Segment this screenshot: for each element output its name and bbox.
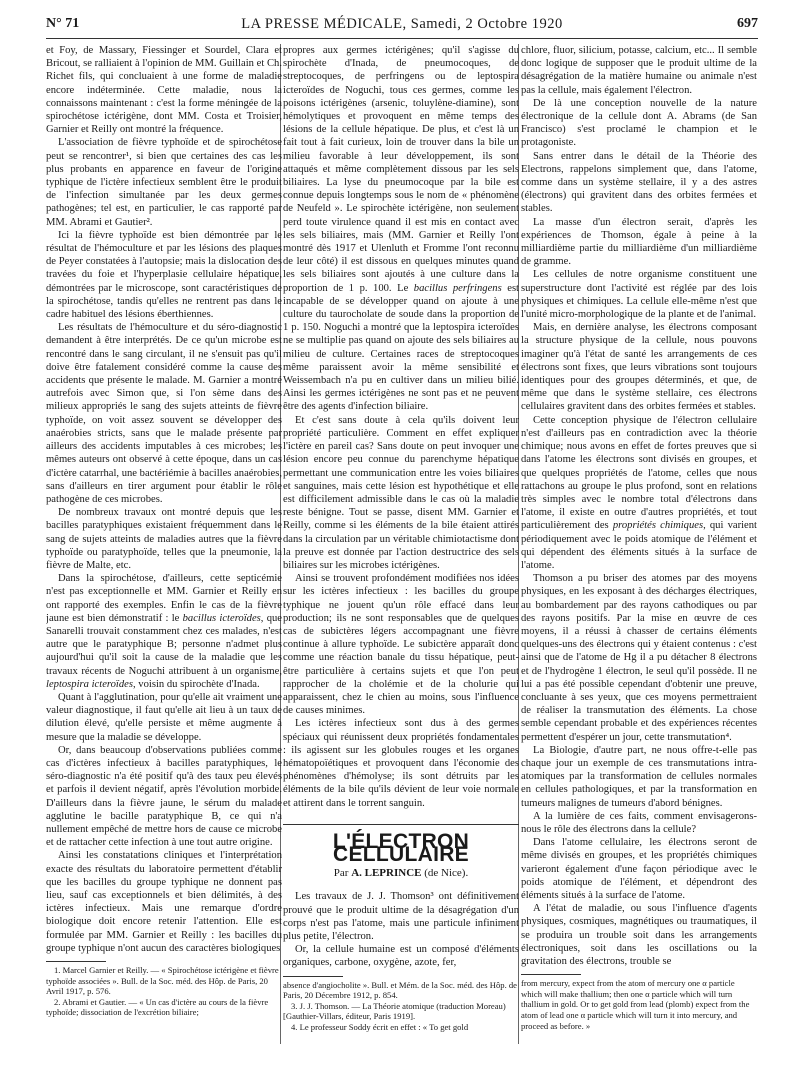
footnote: 4. Le professeur Soddy écrit en effet : « To get gold <box>291 1021 469 1032</box>
footnotes <box>46 965 282 1018</box>
paragraph: Thomson a pu briser des atomes par des moyens physiques, en les exposant à des décharges électriques, au bombardement par des rayons cathodiques ou par des rayons positifs. Par la mise en œuvre de ces moyens, il a réussi à chasser de certains éléments quelques-uns des électrons qui y étaient contenus : c'est ainsi que de l'atome de Hg il a pu détacher 8 électrons et de l'hydrogène 1 électron, le seul qu'il possède. Il ne lui a pas été possible cependant d'obtenir une preuve, concluante à ses yeux, que ces moyens permettraient de réaliser la transmutation des éléments. La chose semble cependant probable et des expériences récentes permettent d'espérer un jour, cette transmutation⁴. <box>521 573 757 743</box>
article-author: Par A. LEPRINCE (de Nice). <box>333 867 469 880</box>
paragraph: Ici la fièvre typhoïde est bien démontrée par le résultat de l'hémoculture et par les lésions des plaques de Peyer constatées à l'autopsie; mais la dislocation des travées du foie et l'hyperplasie cellulaire hépatique, démontrées par le microscope, sont caractéristiques de la spirochétose, tandis qu'elles ne rentrent pas dans le cadre habituel des lésions éberthiennes. <box>46 229 282 321</box>
article-title: L'ÉLECTRON CELLULAIRE <box>283 824 519 861</box>
paragraph: A la lumière de ces faits, comment envisagerons-nous le rôle des électrons dans la cellule? <box>521 810 757 835</box>
paragraph: Ainsi les constatations cliniques et l'interprétation exacte des résultats du laboratoire permettent d'établir que les bacilles du groupe typhique ne donnent pas lieu, sauf cas exceptionnels et bien délimités, à des ictères infectieux. Mais une remarque d'ordre biologique doit encore retenir l'attention. Elle est formulée par MM. Garnier et Reilly : les bacilles du groupe typhique n'ont aucun des caractères biologiques <box>46 850 282 954</box>
paragraph: De nombreux travaux ont montré depuis que les bacilles paratyphiques existaient fréquemment dans le sang de sujets atteints de maladies autres que la fièvre typhoïde ou paratyphoïde, telles que la pneumonie, la fièvre de Malte, etc. <box>46 507 282 571</box>
paragraph: A l'état de maladie, ou sous l'influence d'agents physiques, cosmiques, magnétiques ou traumatiques, il se produira un trouble soit dans les arrangements électroniques, soit dans les oscillations ou la gravitation des électrons, trouble se <box>521 903 757 968</box>
paragraph: Quant à l'agglutination, pour qu'elle ait vraiment une valeur diagnostique, il faut qu'elle ait lieu à un taux de dilution élevé, qu'elle persiste et même augmente à mesure que la maladie se développe. <box>46 691 282 743</box>
footnote: 2. Abrami et Gautier. — « Un cas d'ictère au cours de la fièvre typhoïde; dissociation de l'excrétion biliaire; <box>46 996 269 1018</box>
paragraph: La Biologie, d'autre part, ne nous offre-t-elle pas chaque jour un exemple de ces transmutations intra-atomiques par la transformation de cellules normales en cellules pathologiques, et par la transformation en tumeurs malignes de tumeurs d'abord bénignes. <box>521 744 757 809</box>
paragraph: Sans entrer dans le détail de la Théorie des Electrons, rappelons simplement que, dans l'atome, comme dans un système stellaire, il y a des astres (électrons) qui gravitent dans des orbites fermées et stables. <box>521 150 757 215</box>
paragraph: Dans la spirochétose, d'ailleurs, cette septicémie n'est pas exceptionnelle et MM. Garnier et Reilly en ont rapporté des exemples. Enfin le cas de la fièvre jaune est bien démonstratif : le bacillus icteroïdes, que Sanarelli trouvait constamment chez ces malades, n'est autre que le paratyphique B; personne n'admet plus aujourd'hui qu'il soit la cause de la maladie que les travaux récents de Noguchi attribuent à un organisme, leptospira icteroïdes, voisin du spirochète d'Inada. <box>46 573 282 690</box>
paragraph: Les ictères infectieux sont dus à des germes spéciaux qui réunissent deux propriétés fondamentales : ils agissent sur les globules rouges et les organes hématopoïétiques et provoquent dans l'économie des phénomènes d'hémolyse; ils sont détruits par les éléments de la bile qu'ils dévient de leur voie normale et attirent dans le torrent sanguin. <box>283 718 519 809</box>
page-number: 697 <box>737 16 758 31</box>
footnote: absence d'angiocholite ». Bull. et Mém. de la Soc. méd. des Hôp. de Paris, 20 Décembre 1912, p. 854. <box>283 979 517 1001</box>
paragraph: Dans l'atome cellulaire, les électrons seront de même divisés en groupes, et les propriétés chimiques varieront également d'une façon périodique avec le poids atomique de l'élément, et dépendront des éléments situés à la surface de l'atome. <box>521 837 757 901</box>
paragraph: Or, la cellule humaine est un composé d'éléments organiques, carbone, oxygène, azote, fer, <box>283 944 519 969</box>
issue-number: N° 71 <box>46 16 80 31</box>
paragraph: chlore, fluor, silicium, potasse, calcium, etc... Il semble donc logique de supposer que le produit ultime de la désagrégation de la matière humaine ou animale n'est pas la cellule, mais également l'électron. <box>521 45 757 96</box>
paragraph: et Foy, de Massary, Fiessinger et Sourdel, Clara et Bricout, se ralliaient à l'opinion de MM. Guillain et Ch. Richet fils, qui concluaient à une forme de maladie encore indéterminée. Cette maladie, nous la connaissons maintenant : c'est la forme méningée de la spirochétose ictérigène, dont MM. Costa et Troisier, Garnier et Reilly ont montré la fréquence. <box>46 45 282 136</box>
footnotes <box>283 980 519 1033</box>
paragraph: Mais, en dernière analyse, les électrons composant la structure physique de la cellule, nous pouvons imaginer qu'à l'état de santé les arrangements de ces électrons sont fixes, que leurs vibrations sont toujours identiques pour des groupes déterminés, et que, de même que dans le système stellaire, ces électrons cellulaires gravitent dans des orbites fermées et stables. <box>521 322 757 413</box>
paragraph: Ainsi se trouvent profondément modifiées nos idées sur les ictères infectieux : les bacilles du groupe typhique ne jouent qu'un rôle effacé dans leur production; ils ne sont responsables que de quelques cas de subictères légers accompagnant une fièvre continue à allure typhoïde. Le subictère apparaît donc comme une réaction banale du tissu hépatique, peut-être particulière à certains sujets et que l'on peut rapprocher de la cholémie et de la cholurie qui apparaissent, chez le chien au moins, sous l'influence de causes minimes. <box>283 573 519 717</box>
column-3 <box>521 44 757 1064</box>
paragraph: Les résultats de l'hémoculture et du séro-diagnostic demandent à être interprétés. De ce qu'un microbe est rencontré dans le sang circulant, il ne s'ensuit pas qu'il doive être fatalement considéré comme la cause des accidents que présente le malade. M. Garnier a montré autrefois avec Simon que, si l'on sème dans des milieux appropriés le sang des sujets atteints de fièvre typhoïde, on voit assez souvent se développer des anaérobies stricts, sans que le malade présente par ailleurs des accidents imputables à ces microbes; les mêmes auteurs ont observé à cette époque, dans un cas d'ictère catarrhal, une bactériémie à bacilles anaérobies, sans d'ailleurs en tirer argument pour établir le rôle pathogène de ces microbes. <box>46 322 282 505</box>
paragraph: Or, dans beaucoup d'observations publiées comme cas d'ictères infectieux à bacilles paratyphiques, le séro-diagnostic n'a été positif qu'à des taux peu élevés et parfois il devient négatif, après l'évolution morbide. D'ailleurs dans la fièvre jaune, le sérum du malade agglutine le bacille paratyphique B, ce qui n'a nullement empêché de mettre hors de cause ce microbe et de rattacher cette infection à une tout autre origine. <box>46 744 282 849</box>
paragraph: Les cellules de notre organisme constituent une superstructure dont l'activité est réglée par des lois physiques et chimiques. La cellule elle-même n'est que l'unité micro-morphologique de la plante et de l'animal. <box>521 269 757 321</box>
journal-title: LA PRESSE MÉDICALE, Samedi, 2 Octobre 1920 <box>241 16 563 32</box>
paragraph: propres aux germes ictérigènes; qu'il s'agisse du spirochète d'Inada, de pneumocoques, de streptocoques, de perfringens ou de leptospira icteroïdes de Noguchi, tous ces germes, comme les poisons ictérigènes (arsenic, toluylène-diamine), sont hémolytiques et provoquent en même temps des lésions de la cellule hépatique. De plus, et c'est là un fait tout à fait curieux, loin de trouver dans la bile un milieu favorable à leur développement, ils sont attaqués et même complètement dissous par les sels biliaires. La lyse du pneumocoque par la bile est connue depuis longtemps sous le nom de « phénomène de Neufeld ». Le spirochète ictérigène, non seulement perd toute virulence quand il est mis en contact avec les sels biliaires, mais (MM. Garnier et Reilly l'ont montré dès 1917 et Ulenluth et Fromme l'ont reconnu de leur côté) il est dissous en quelques minutes quand les sels biliaires sont ajoutés à une culture dans la proportion de 1 p. 100. Le bacillus perfringens est incapable de se développer quand on ajoute à une culture du taurocholate de soude dans la proportion de 1 p. 150. Noguchi a montré que la leptospira icteroïdes ne se multiplie pas quand on ajoute des sels biliaires au milieu de culture. Certaines races de streptocoques même paraissent avoir la même sensibilité et Weissembach n'a pu en cultiver dans un milieu bilié. Ainsi les germes ictérigènes ne sont pas et ne peuvent être des agents d'infection biliaire. <box>283 45 519 413</box>
paragraph: Cette conception physique de l'électron cellulaire n'est d'ailleurs pas en contradiction avec la théorie chimique; nous avons en effet de fortes preuves que si dans l'atome les électrons sont divisés en groupes, et que quelques propriétés de l'atome, celles que nous rattachons au groupe le plus profond, sont en relations très simples avec le nombre total d'électrons dans l'atome, il existe en outre d'autres propriétés, et tout particulièrement des propriétés chimiques, qui varient périodiquement avec le poids atomique de l'élément et qui dépendent des éléments situés à la surface de l'atome. <box>521 414 757 571</box>
column-1 <box>46 44 282 1064</box>
footnote: 1. Marcel Garnier et Reilly. — « Spirochétose ictérigène et fièvre typhoïde associées ». Bull. de la Soc. méd. des Hôp. de Paris, 20 Avril 1917, p. 576. <box>46 965 279 997</box>
page-header <box>46 14 758 36</box>
footnote-rule <box>46 961 106 962</box>
column-2 <box>283 44 519 1064</box>
footnote-rule <box>521 974 581 975</box>
paragraph: De là une conception nouvelle de la nature électronique de la cellule dont A. Abrams (de San Francisco) s'est proclamé le champion et le protagoniste. <box>521 97 757 149</box>
paragraph: La masse d'un électron serait, d'après les expériences de Thomson, égale à peine à la milliardième partie du milliardième d'un milliardième de gramme. <box>521 216 757 268</box>
footnote: 3. J. J. Thomson. — La Théorie atomique (traduction Moreau) [Gauthier-Villars, éditeur, Paris 1919]. <box>283 1000 506 1022</box>
footnote-rule <box>283 976 343 977</box>
paragraph: L'association de fièvre typhoïde et de spirochétose peut se rencontrer¹, si bien que certaines des cas les plus probants en apparence en faveur de l'origine typhique de l'ictère infectieux semblent être le produit de l'infection simultanée par les deux germes pathogènes; tel est, en particulier, le cas rapporté par MM. Abrami et Gautier². <box>46 137 282 228</box>
paragraph: Les travaux de J. J. Thomson³ ont définitivement prouvé que le produit ultime de la désagrégation d'un corps n'est pas l'atome, mais une particule infiniment plus petite, l'électron. <box>283 891 519 942</box>
header-rule <box>46 38 758 39</box>
footnote: from mercury, expect from the atom of mercury one α particle which will make thallium; then one α particle which will turn thallium in gold. Or to get gold from lead (plomb) expect from the atom of lead one α particle which will turn it into mercury, and proceed as before. » <box>521 978 750 1031</box>
footnotes <box>521 978 757 1031</box>
paragraph: Et c'est sans doute à cela qu'ils doivent leur propriété particulière. Comment en effet expliquer l'ictère en pareil cas? Sans doute on peut invoquer une lésion encore peu connue du parenchyme hépatique permettant une communication entre les voies biliaires et sanguines, mais cette lésion est hypothétique et elle est difficilement admissible dans le cas où la maladie reste bénigne. Tout se passe, disent MM. Garnier et Reilly, comme si les éléments de la bile étaient attirés dans la circulation par un véritable chimiotactisme dont la preuve est donnée par l'action destructrice des sels biliaires sur les microbes ictérigènes. <box>283 414 519 571</box>
